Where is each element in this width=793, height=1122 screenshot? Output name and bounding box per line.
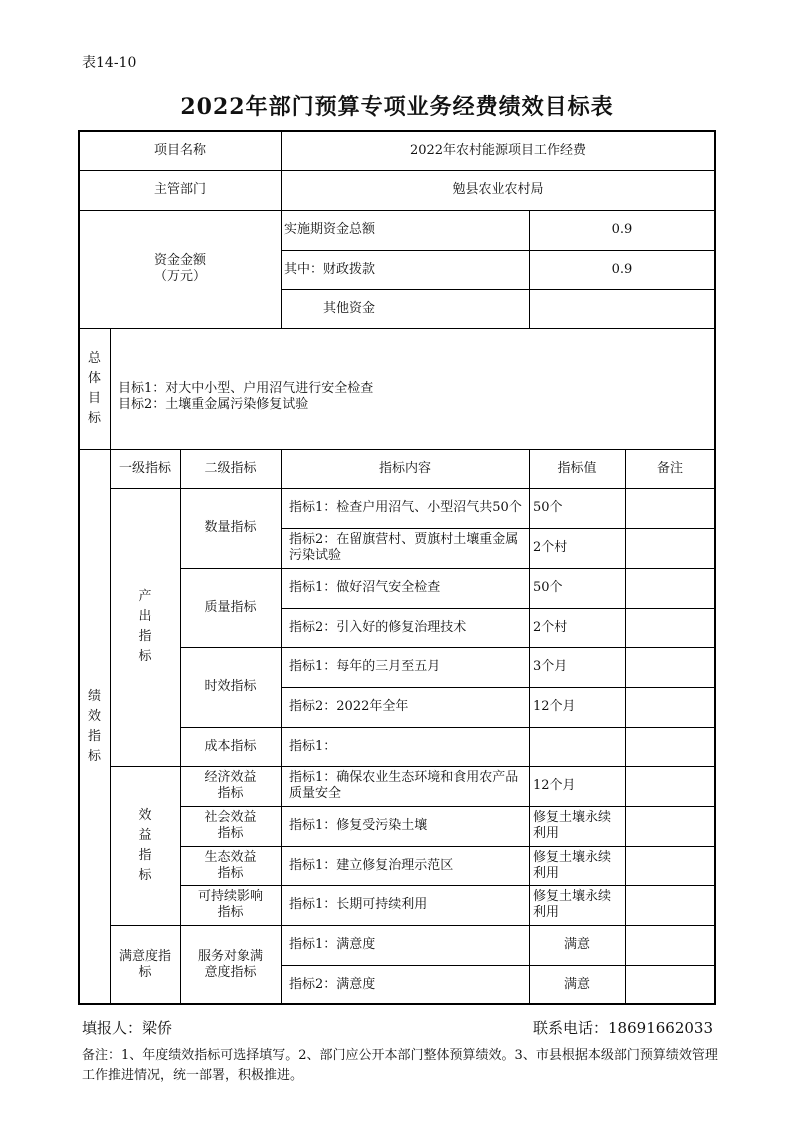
quality-label: 质量指标 (204, 599, 257, 615)
table-cell-value: 3个月 (533, 659, 568, 674)
grid-line (180, 727, 715, 728)
footnote: 备注：1、年度绩效指标可选择填写。2、部门应公开本部门整体预算绩效。3、市县根据本级部门预算绩效管理工作推进情况，统一部署，积极推进。 (82, 1048, 718, 1083)
project-name-value: 2022年农村能源项目工作经费 (409, 142, 587, 158)
table-row: 指标1：建立修复治理示范区 (289, 857, 454, 873)
table-cell-value: 满意 (563, 976, 590, 992)
fund-total-label: 实施期资金总额 (284, 222, 376, 237)
grid-line (529, 449, 530, 1004)
eco-label: 生态效益指标 (204, 849, 257, 881)
table-row: 指标2：2022年全年 (289, 699, 409, 714)
grid-line (281, 250, 715, 251)
grid-line (281, 449, 282, 1004)
cost-label: 成本指标 (204, 738, 257, 754)
table-border (78, 1003, 716, 1005)
time-label: 时效指标 (204, 679, 257, 694)
fund-fiscal-value: 0.9 (611, 261, 633, 277)
table-number: 表14-10 (82, 55, 137, 71)
fund-label: 资金金额 （万元） (153, 253, 206, 284)
social-label: 社会效益指标 (204, 810, 257, 841)
grid-line (625, 449, 626, 1004)
table-row: 指标1：做好沼气安全检查 (289, 580, 441, 595)
sustain-label: 可持续影响指标 (197, 889, 263, 920)
dept-label: 主管部门 (153, 182, 206, 197)
table-cell-value: 2个村 (533, 619, 568, 635)
header-value: 指标值 (557, 460, 597, 476)
table-row: 指标1： (289, 738, 337, 754)
grid-line (79, 210, 715, 211)
grid-line (281, 528, 715, 529)
header-level1: 一级指标 (118, 460, 171, 476)
fund-total-value: 0.9 (611, 222, 633, 237)
table-row: 指标1：修复受污染土壤 (289, 818, 428, 833)
grid-line (281, 687, 715, 688)
satis-label: 满意度指标 (118, 948, 171, 980)
grid-line (281, 608, 715, 609)
grid-line (79, 328, 715, 329)
grid-line (110, 328, 111, 1004)
grid-line (180, 846, 715, 847)
table-row: 指标1：长期可持续利用 (289, 897, 428, 912)
filler-name: 填报人：梁侨 (82, 1019, 173, 1037)
goal-label: 总体目标 (87, 350, 101, 426)
table-cell-value: 12个月 (533, 778, 576, 793)
table-row: 指标1：检查户用沼气、小型沼气共50个 (289, 500, 522, 515)
grid-line (281, 131, 282, 328)
grid-line (281, 289, 715, 290)
table-cell-value: 50个 (533, 500, 563, 515)
fund-other-label: 其他资金 (322, 300, 375, 316)
service-label: 服务对象满意度指标 (197, 948, 263, 980)
perf-label: 绩效指标 (87, 688, 101, 764)
goal-text (110, 328, 715, 449)
table-cell-value: 2个村 (533, 540, 568, 555)
grid-line (180, 647, 715, 648)
header-level2: 二级指标 (204, 460, 257, 476)
dept-value: 勉县农业农村局 (452, 182, 544, 197)
goal-text-1: 目标1：对大中小型、户用沼气进行安全检查 (118, 381, 374, 396)
grid-line (180, 449, 181, 1004)
fund-other-value (529, 289, 715, 328)
grid-line (79, 449, 715, 450)
table-row: 指标1：确保农业生态环境和食用农产品质量安全 (289, 770, 519, 801)
table-cell-value: 修复土壤永续利用 (533, 849, 612, 881)
goal-text-2: 目标2：土壤重金属污染修复试验 (118, 397, 309, 412)
grid-line (180, 806, 715, 807)
grid-line (529, 210, 530, 328)
table-row: 指标2：满意度 (289, 976, 376, 992)
grid-line (281, 965, 715, 966)
output-label: 产出指标 (138, 589, 152, 664)
table-row: 指标2：引入好的修复治理技术 (289, 619, 467, 635)
header-note: 备注 (656, 460, 683, 476)
table-row: 指标2：在留旗营村、贾旗村土壤重金属污染试验 (289, 532, 519, 563)
table-cell-value: 50个 (533, 580, 563, 595)
grid-line (180, 568, 715, 569)
table-cell-value: 修复土壤永续利用 (533, 810, 612, 841)
table-border (78, 130, 716, 132)
contact-phone: 联系电话：18691662033 (533, 1019, 713, 1037)
header-content: 指标内容 (378, 460, 431, 476)
table-cell-value: 修复土壤永续利用 (533, 889, 612, 920)
page-title: 2022年部门预算专项业务经费绩效目标表 (180, 94, 614, 120)
table-row: 指标1：每年的三月至五月 (289, 659, 441, 674)
table-cell-value: 满意 (563, 937, 590, 952)
table-border (78, 130, 80, 1005)
grid-line (180, 885, 715, 886)
quantity-label: 数量指标 (204, 520, 257, 535)
grid-line (79, 170, 715, 171)
table-cell-value (529, 727, 625, 766)
project-name-label: 项目名称 (153, 142, 206, 158)
benefit-label: 效益指标 (138, 807, 152, 883)
econ-label: 经济效益指标 (204, 770, 257, 801)
table-row: 指标1：满意度 (289, 937, 376, 952)
fund-fiscal-label: 其中：财政拨款 (284, 261, 376, 277)
table-cell-value: 12个月 (533, 699, 576, 714)
